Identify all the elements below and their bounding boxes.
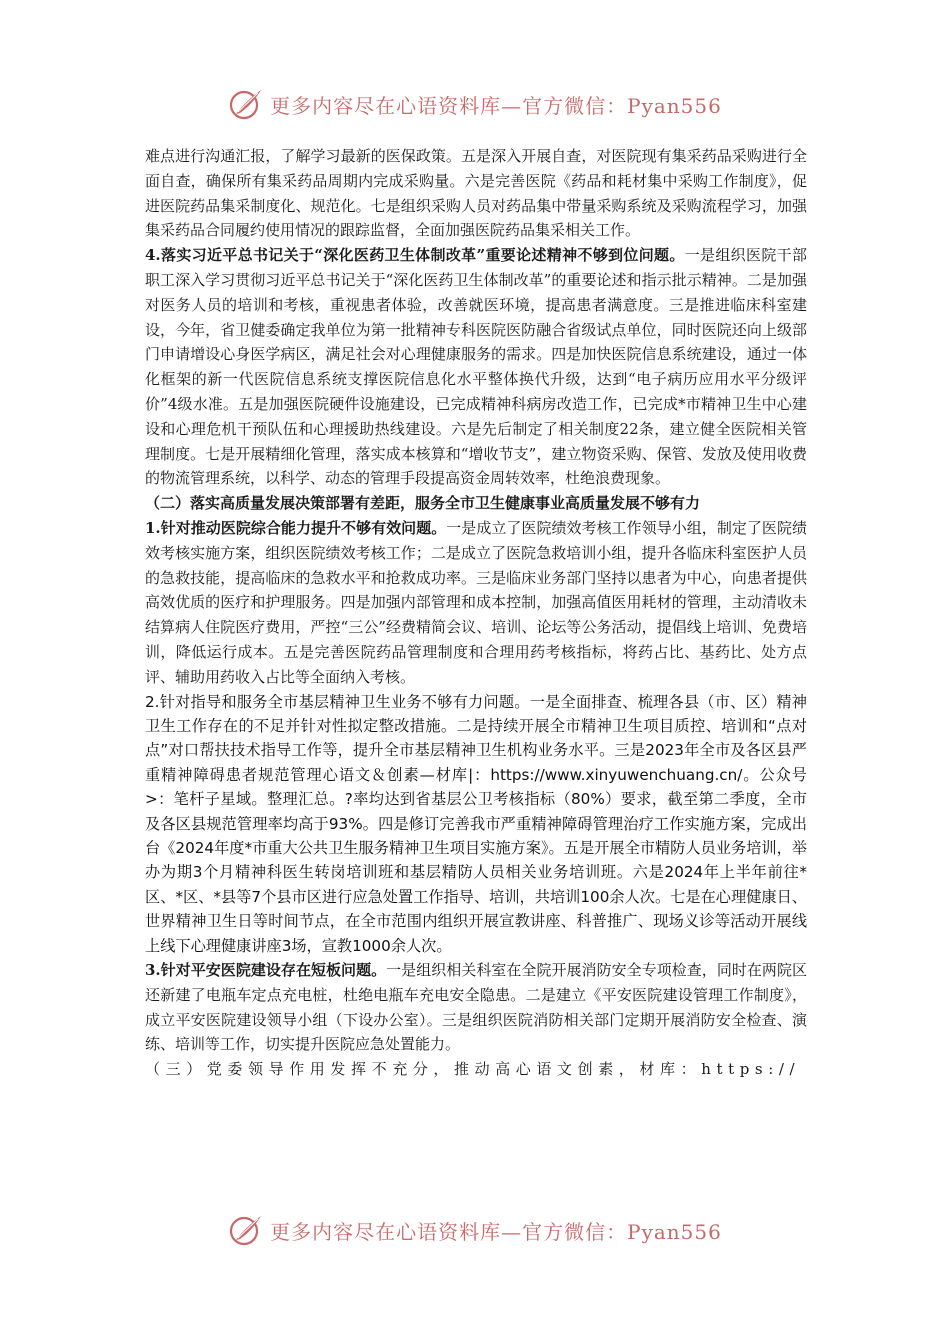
item-2-1-heading: 1.针对推动医院综合能力提升不够有效问题。 (145, 518, 447, 537)
paragraph-item-2-3 (145, 958, 807, 1057)
footer-banner (0, 1210, 950, 1250)
item-2-3-body: 一是组织相关科室在全院开展消防安全专项检查，同时在两院区还新建了电瓶车定点充电桩，杜绝电瓶车充电安全隐患。二是建立《平安医院建设管理工作制度》，成立平安医院建设领导小组（下设办公室）。三是组织医院消防相关部门定期开展消防安全检查、演练、培训等工作，切实提升医院应急处置能力。 (145, 961, 807, 1054)
item-4-heading: 4.落实习近平总书记关于“深化医药卫生体制改革”重要论述精神不够到位问题。 (145, 246, 685, 265)
header-banner (0, 84, 950, 124)
item-2-1-body: 一是成立了医院绩效考核工作领导小组，制定了医院绩效考核实施方案，组织医院绩效考核工作；二是成立了医院急救培训小组，提升各临床科室医护人员的急救技能，提高临床的急救水平和抢救成功率。三是临床业务部门坚持以患者为中心，向患者提供高效优质的医疗和护理服务。四是加强内部管理和成本控制，加强高值医用耗材的管理，主动清收未结算病人住院医疗费用，严控“三公”经费精简会议、培训、论坛等公务活动，提倡线上培训、免费培训，降低运行成本。五是完善医院药品管理制度和合理用药考核指标，将药占比、基药比、处方点评、辅助用药收入占比等全面纳入考核。 (145, 518, 807, 686)
banner-text: 更多内容尽在心语资料库—官方微信：Pyan556 (270, 1219, 722, 1244)
item-2-3-heading: 3.针对平安医院建设存在短板问题。 (145, 961, 387, 979)
paragraph-continuation: 难点进行沟通汇报，了解学习最新的医保政策。五是深入开展自查，对医院现有集采药品采购进行全面自查，确保所有集采药品周期内完成采购量。六是完善医院《药品和耗材集中采购工作制度》，促进医院药品集采制度化、规范化。七是组织采购人员对药品集中带量采购系统及采购流程学习，加强集采药品合同履约使用情况的跟踪监督，全面加强医院药品集采相关工作。 (145, 147, 807, 240)
section-heading-2: （二）落实高质量发展决策部署有差距，服务全市卫生健康事业高质量发展不够有力 (145, 494, 701, 513)
quill-circle-icon (228, 86, 264, 122)
paragraph-item-2-2: 2.针对指导和服务全市基层精神卫生业务不够有力问题。一是全面排查、梳理各县（市、区）精神卫生工作存在的不足并针对性拟定整改措施。二是持续开展全市精神卫生项目质控、培训和“点对点”对口帮扶技术指导工作等，提升全市基层精神卫生机构业务水平。三是2023年全市及各区县严重精神障碍患者规范管理心语文＆创素—材库|：https://www.xinyuwenchuang.cn/。公众号>：笔杆子星域。整理汇总。?率均达到省基层公卫考核指标（80%）要求，截至第二季度，全市及各区县规范管理率均高于93%。四是修订完善我市严重精神障碍管理治疗工作实施方案，完成出台《2024年度*市重大公共卫生服务精神卫生项目实施方案》。五是开展全市精防人员业务培训，举办为期3个月精神科医生转岗培训班和基层精防人员相关业务培训班。六是2024年上半年前往*区、*区、*县等7个县市区进行应急处置工作指导、培训，共培训100余人次。七是在心理健康日、世界精神卫生日等时间节点，在全市范围内组织开展宣教讲座、科普推广、现场义诊等活动开展线上线下心理健康讲座3场，宣教1000余人次。 (145, 692, 807, 955)
item-4-body: 一是组织医院干部职工深入学习贯彻习近平总书记关于“深化医药卫生体制改革”的重要论述和指示批示精神。二是加强对医务人员的培训和考核，重视患者体验，改善就医环境，提高患者满意度。三是推进临床科室建设，今年，省卫健委确定我单位为第一批精神专科医院医防融合省级试点单位，同时医院还向上级部门申请增设心身医学病区，满足社会对心理健康服务的需求。四是加快医院信息系统建设，通过一体化框架的新一代医院信息系统支撑医院信息化水平整体换代升级，达到“电子病历应用水平分级评价”4级水准。五是加强医院硬件设施建设，已完成精神科病房改造工作，已完成*市精神卫生中心建设和心理危机干预队伍和心理援助热线建设。六是先后制定了相关制度22条，建立健全医院相关管理制度。七是开展精细化管理，落实成本核算和“增收节支”，建立物资采购、保管、发放及使用收费的物流管理系统，以科学、动态的管理手段提高资金周转效率，杜绝浪费现象。 (145, 246, 807, 488)
document-body (145, 144, 807, 1082)
quill-circle-icon (228, 1212, 264, 1248)
section-heading-3: （三）党委领导作用发挥不充分，推动高心语文创素，材库：https:// (145, 1060, 801, 1079)
paragraph-item-2-1 (145, 516, 807, 690)
banner-text: 更多内容尽在心语资料库—官方微信：Pyan556 (270, 93, 722, 118)
paragraph-item-4 (145, 243, 807, 491)
